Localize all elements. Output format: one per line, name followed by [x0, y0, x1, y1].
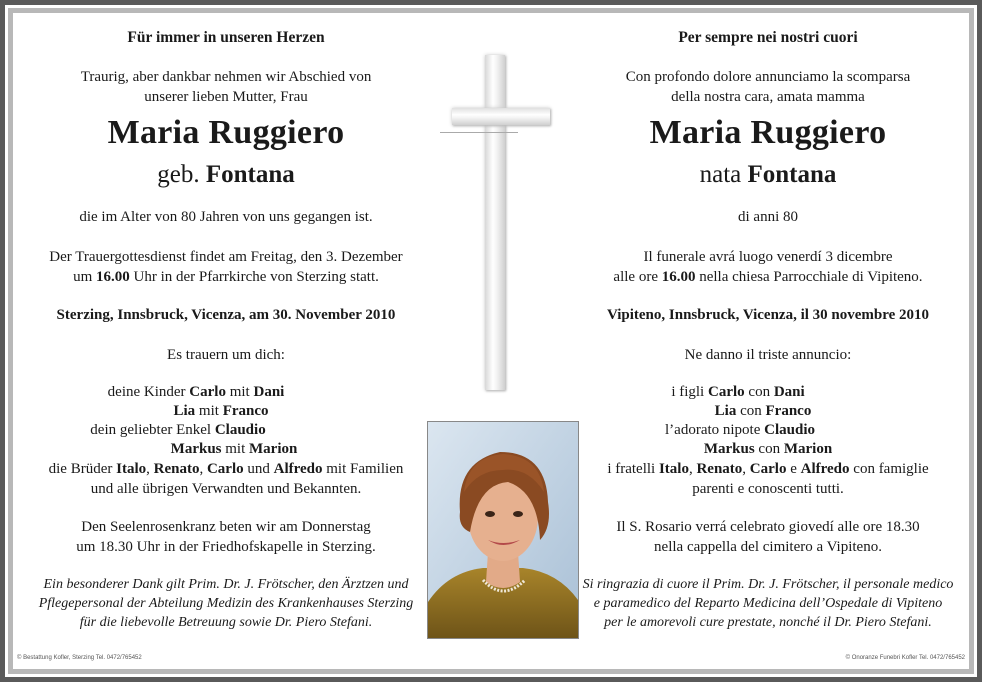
maiden-surname: Fontana [205, 161, 295, 188]
maiden-surname: Fontana [747, 161, 837, 188]
family-line-1: deine Kinder Carlo mit Dani [107, 384, 285, 400]
deceased-name: Maria Ruggiero [107, 114, 345, 151]
deceased-name: Maria Ruggiero [649, 114, 887, 151]
family-line-5: i fratelli Italo, Renato, Carlo e Alfredo con famiglie [607, 461, 929, 477]
intro-line-1: Traurig, aber dankbar nehmen wir Abschied von [80, 69, 372, 85]
place-date: Sterzing, Innsbruck, Vicenza, am 30. November 2010 [56, 307, 396, 323]
service-line-1: Der Trauergottesdienst findet am Freitag, den 3. Dezember [49, 249, 403, 265]
intro-line-1: Con profondo dolore annunciamo la scomparsa [625, 69, 911, 85]
place-date: Vipiteno, Innsbruck, Vicenza, il 30 novembre 2010 [606, 307, 930, 323]
family-line-6: parenti e conoscenti tutti. [692, 481, 844, 497]
footer-left: © Bestattung Kofler, Sterzing Tel. 0472/765452 [17, 655, 142, 661]
intro-line-2: della nostra cara, amata mamma [671, 89, 865, 105]
intro-line-2: unserer lieben Mutter, Frau [144, 89, 308, 105]
rosary-line-2: nella cappella del cimitero a Vipiteno. [654, 539, 882, 555]
maiden-prefix: geb. [157, 161, 200, 188]
cross-crossbar [452, 108, 550, 125]
service-line-2: alle ore 16.00 nella chiesa Parrocchiale di Vipiteno. [613, 269, 923, 285]
rosary-line-1: Den Seelenrosenkranz beten wir am Donnerstag [81, 519, 371, 535]
heading: Per sempre nei nostri cuori [678, 29, 858, 46]
rosary-line-2: um 18.30 Uhr in der Friedhofskapelle in Sterzing. [76, 539, 376, 555]
age-line: die im Alter von 80 Jahren von uns gegangen ist. [79, 209, 373, 225]
thanks-line-3: für die liebevolle Betreuung sowie Dr. Piero Stefani. [79, 615, 373, 630]
family-line-2: Lia con Franco [714, 403, 812, 419]
thanks-line-2: Pflegepersonal der Abteilung Medizin des Krankenhauses Sterzing [38, 596, 414, 611]
service-line-2: um 16.00 Uhr in der Pfarrkirche von Sterzing statt. [73, 269, 379, 285]
family-line-2: Lia mit Franco [173, 403, 269, 419]
maiden-prefix: nata [699, 161, 742, 188]
service-line-1: Il funerale avrá luogo venerdí 3 dicembre [643, 249, 893, 265]
family-line-6: und alle übrigen Verwandten und Bekannten. [90, 481, 362, 497]
family-line-3: l’adorato nipote Claudio [665, 422, 815, 438]
maiden-name [14, 161, 438, 189]
maiden-name [556, 161, 980, 189]
heading: Für immer in unseren Herzen [127, 29, 325, 46]
mourners-intro: Es trauern um dich: [167, 347, 285, 363]
thanks-line-1: Si ringrazia di cuore il Prim. Dr. J. Frötscher, il personale medico [582, 577, 954, 592]
thanks-line-3: per le amorevoli cure prestate, nonché il Dr. Piero Stefani. [604, 615, 932, 630]
thanks-line-1: Ein besonderer Dank gilt Prim. Dr. J. Frötscher, den Ärztzen und [43, 577, 409, 592]
age-line: di anni 80 [738, 209, 798, 225]
family-line-3: dein geliebter Enkel Claudio [90, 422, 266, 438]
mourners-intro: Ne danno il triste annuncio: [684, 347, 852, 363]
cross-shadow-line [440, 132, 518, 133]
rosary-line-1: Il S. Rosario verrá celebrato giovedí alle ore 18.30 [616, 519, 920, 535]
family-line-5: die Brüder Italo, Renato, Carlo und Alfredo mit Familien [48, 461, 404, 477]
family-line-1: i figli Carlo con Dani [671, 384, 805, 400]
family-line-4: Markus con Marion [703, 441, 833, 457]
cross-icon [485, 55, 505, 390]
family-line-4: Markus mit Marion [170, 441, 298, 457]
thanks-line-2: e paramedico del Reparto Medicina dell’Ospedale di Vipiteno [593, 596, 943, 611]
footer-right: © Onoranze Funebri Kofler Tel. 0472/765452 [845, 655, 965, 661]
